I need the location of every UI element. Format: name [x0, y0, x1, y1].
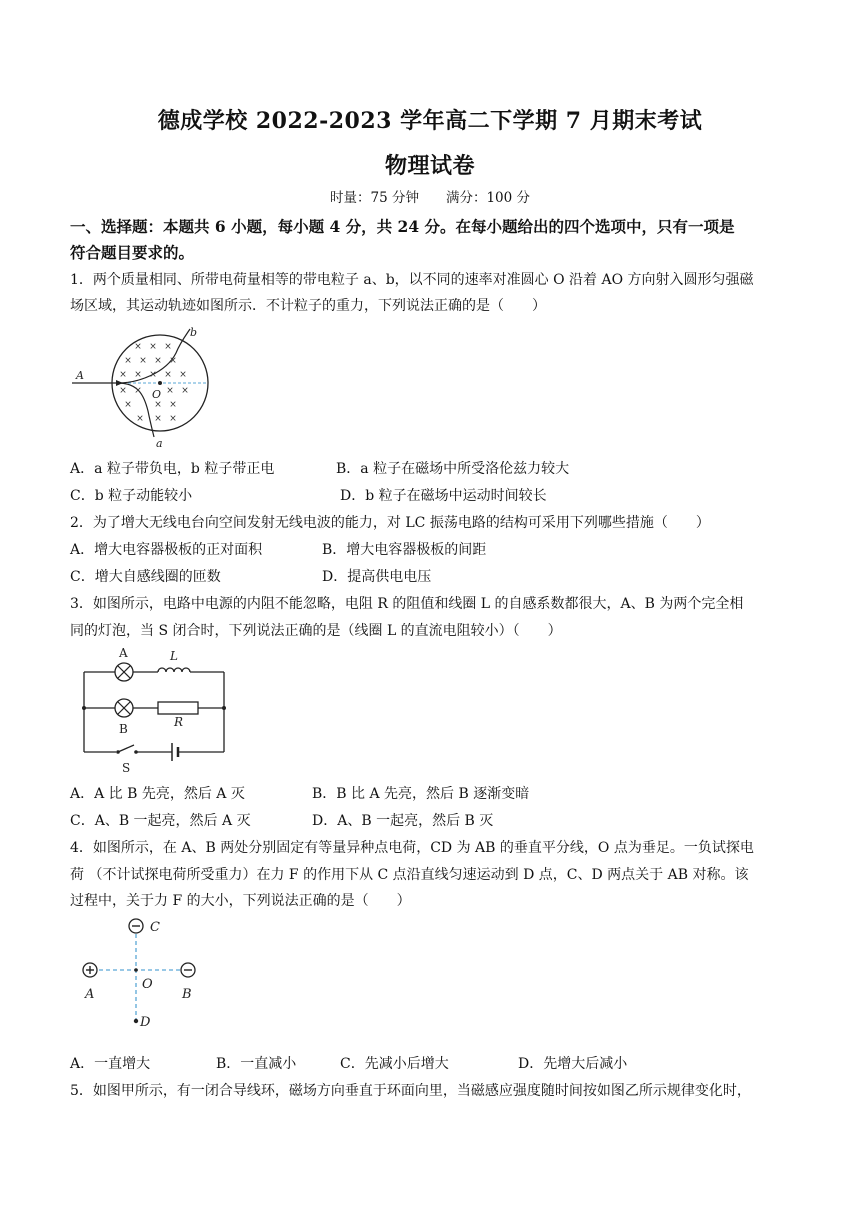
svg-text:×: × [124, 400, 132, 410]
section-heading-line1: 一、选择题：本题共 6 小题，每小题 4 分，共 24 分。在每小题给出的四个选项中，只有一项是 [70, 217, 735, 236]
svg-text:×: × [169, 400, 177, 410]
svg-text:×: × [139, 356, 147, 366]
svg-text:×: × [169, 414, 177, 424]
point-d [134, 1019, 138, 1023]
q1-magnetic-field-figure [68, 325, 228, 450]
q3-option-c: C．A、B 一起亮，然后 A 灭 [70, 813, 251, 829]
q2-option-b: B．增大电容器极板的间距 [322, 542, 487, 558]
svg-text:×: × [134, 386, 142, 396]
q1-option-b: B．a 粒子在磁场中所受洛伦兹力较大 [336, 461, 570, 477]
q3-option-a: A．A 比 B 先亮，然后 A 灭 [70, 786, 245, 802]
svg-text:×: × [134, 342, 142, 352]
svg-text:×: × [164, 342, 172, 352]
label-b: b [190, 326, 198, 339]
q4-stem-line3: 过程中，关于力 F 的大小，下列说法正确的是（ ） [70, 893, 411, 909]
section-heading-line2: 符合题目要求的。 [70, 243, 195, 262]
svg-text:×: × [154, 356, 162, 366]
label-r: R [174, 715, 184, 729]
q4-option-c: C．先减小后增大 [340, 1056, 449, 1072]
q3-option-d: D．A、B 一起亮，然后 B 灭 [312, 813, 494, 829]
svg-text:×: × [154, 400, 162, 410]
q1-option-d: D．b 粒子在磁场中运动时间较长 [340, 488, 547, 504]
svg-text:×: × [119, 386, 127, 396]
q4-option-b: B．一直减小 [216, 1056, 297, 1072]
time-info: 时量：75 分钟 满分：100 分 [329, 190, 531, 206]
label-l: L [170, 649, 178, 663]
label-a: a [156, 437, 163, 450]
label-lamp-a: A [119, 646, 128, 660]
q1-option-c: C．b 粒子动能较小 [70, 488, 193, 504]
svg-text:×: × [181, 386, 189, 396]
point-o [134, 968, 138, 972]
q1-stem-line2: 场区域，其运动轨迹如图所示．不计粒子的重力，下列说法正确的是（ ） [70, 298, 546, 314]
exam-subtitle: 物理试卷 [384, 153, 475, 179]
q1-option-a: A．a 粒子带负电，b 粒子带正电 [70, 461, 275, 477]
label-A: A [76, 369, 84, 382]
svg-text:×: × [179, 370, 187, 380]
svg-text:×: × [154, 414, 162, 424]
label-O: O [152, 388, 162, 401]
svg-text:×: × [136, 414, 144, 424]
q4-stem-line1: 4．如图所示，在 A、B 两处分别固定有等量异种点电荷，CD 为 AB 的垂直平分线，O 点为垂足。一负试探电 [70, 840, 754, 856]
q2-option-c: C．增大自感线圈的匝数 [70, 569, 221, 585]
label-d: D [140, 1015, 151, 1030]
q2-stem-line1: 2．为了增大无线电台向空间发射无线电波的能力，对 LC 振荡电路的结构可采用下列哪些措施（ ） [70, 515, 710, 531]
label-a: A [85, 987, 95, 1002]
svg-text:×: × [119, 370, 127, 380]
q1-stem-line1: 1．两个质量相同、所带电荷量相等的带电粒子 a、b，以不同的速率对准圆心 O 沿着 AO 方向射入圆形匀强磁 [70, 272, 754, 288]
label-lamp-b: B [119, 722, 128, 736]
svg-text:×: × [166, 386, 174, 396]
label-c: C [150, 920, 160, 935]
q4-option-a: A．一直增大 [70, 1056, 151, 1072]
q2-option-d: D．提高供电电压 [322, 569, 432, 585]
svg-text:×: × [149, 342, 157, 352]
svg-text:×: × [164, 370, 172, 380]
exam-title: 德成学校 2022-2023 学年高二下学期 7 月期末考试 [157, 108, 703, 134]
q2-option-a: A．增大电容器极板的正对面积 [70, 542, 263, 558]
svg-text:×: × [134, 370, 142, 380]
q3-circuit-figure [76, 644, 236, 776]
resistor-r [158, 702, 198, 714]
label-o: O [142, 977, 153, 992]
center-point [158, 381, 162, 385]
label-s: S [122, 761, 131, 775]
q3-stem-line2: 同的灯泡，当 S 闭合时，下列说法正确的是（线圈 L 的直流电阻较小）（ ） [70, 623, 562, 639]
q3-option-b: B．B 比 A 先亮，然后 B 逐渐变暗 [312, 786, 530, 802]
switch-s [118, 745, 134, 752]
svg-text:×: × [169, 356, 177, 366]
svg-text:×: × [124, 356, 132, 366]
svg-text:×: × [149, 370, 157, 380]
q4-option-d: D．先增大后减小 [518, 1056, 628, 1072]
q3-stem-line1: 3．如图所示，电路中电源的内阻不能忽略，电阻 R 的阻值和线圈 L 的自感系数都很大，A、B 为两个完全相 [70, 596, 744, 612]
label-b: B [182, 987, 192, 1002]
inductor-l [158, 668, 190, 672]
q4-stem-line2: 荷 （不计试探电荷所受重力）在力 F 的作用下从 C 点沿直线匀速运动到 D 点，C、D 两点关于 AB 对称。该 [70, 867, 749, 883]
q4-charges-figure [76, 913, 206, 1043]
q5-stem-line1: 5．如图甲所示，有一闭合导线环，磁场方向垂直于环面向里，当磁感应强度随时间按如图乙所示规律变化时， [70, 1083, 751, 1099]
